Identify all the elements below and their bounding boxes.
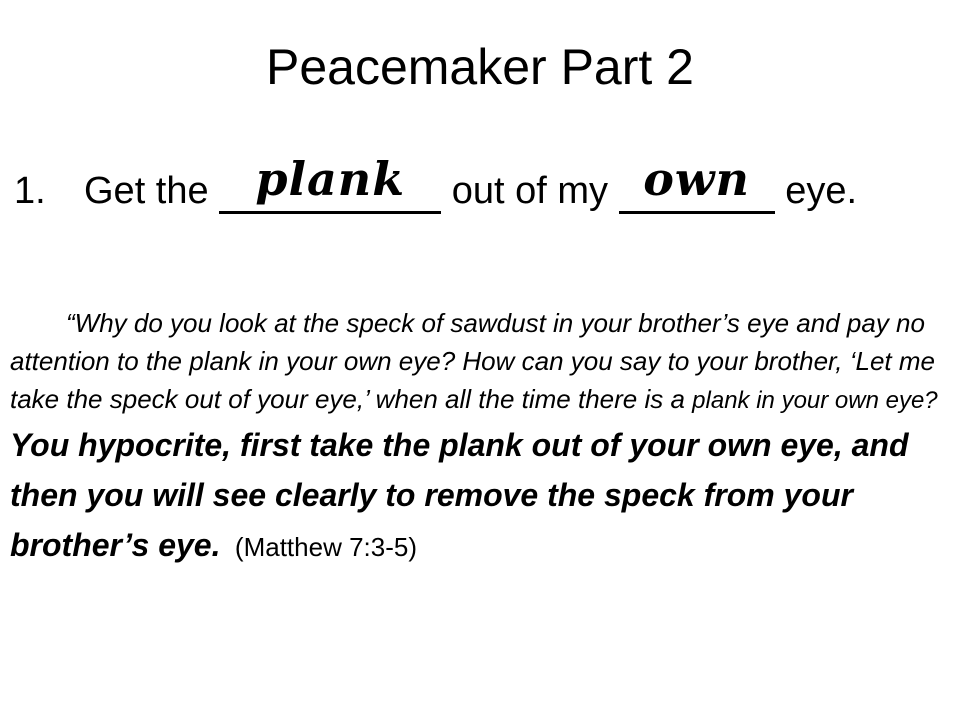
handwritten-answer-own: own bbox=[643, 152, 750, 206]
slide-title: Peacemaker Part 2 bbox=[266, 39, 694, 95]
blank-own bbox=[619, 152, 775, 214]
scripture-reference: (Matthew 7:3-5) bbox=[234, 532, 417, 562]
point-1 bbox=[14, 152, 858, 216]
point-text-before: Get the bbox=[84, 170, 209, 212]
quote-bold-text: You hypocrite, first take the plank out of your own eye, and then you will see clearly to remove the speck from your brother’s eye. bbox=[10, 427, 909, 563]
blank-plank bbox=[219, 152, 441, 214]
scripture-quote bbox=[10, 304, 950, 570]
point-text-after: eye. bbox=[785, 170, 858, 212]
handwritten-answer-plank: plank bbox=[255, 152, 406, 206]
point-text-middle: out of my bbox=[451, 170, 609, 212]
quote-italic-text: “Why do you look at the speck of sawdust in your brother’s eye and pay no attention to the plank in your own eye? How can you say to your brother, ‘Let me take the speck out of your eye,’ when all the time there is a bbox=[10, 308, 935, 414]
point-number: 1. bbox=[14, 170, 46, 212]
quote-small-text: plank in your own eye? bbox=[692, 387, 938, 414]
